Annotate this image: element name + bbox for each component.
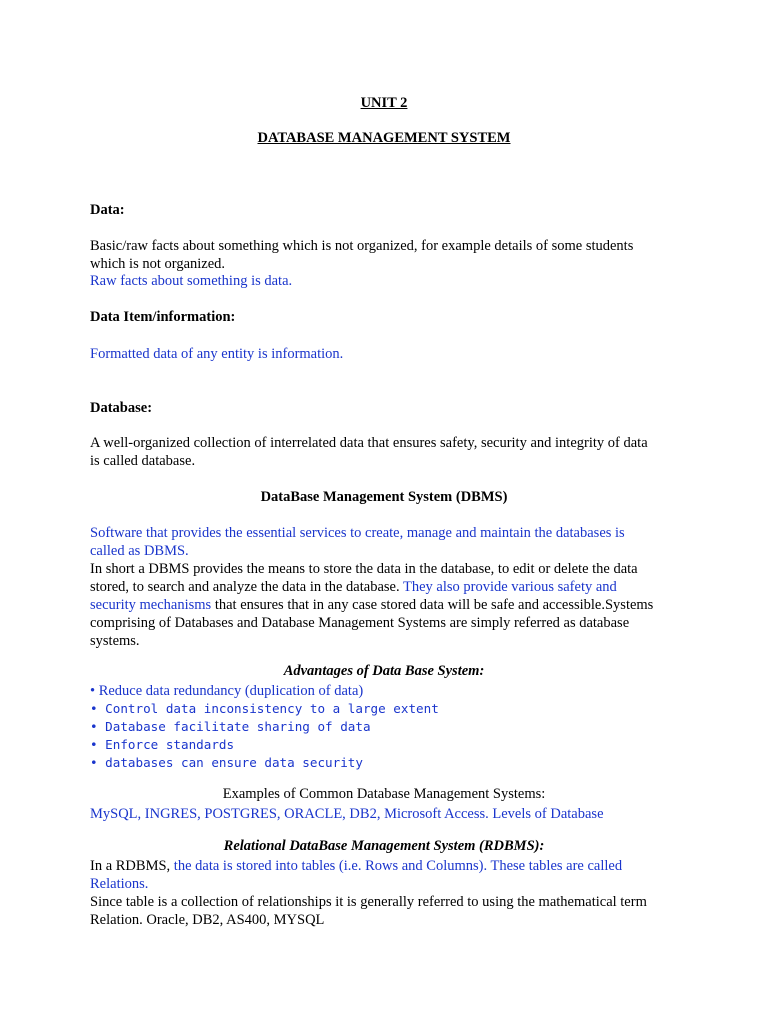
dbms-paragraph-line-2-highlight: They also provide various safety and — [402, 579, 617, 595]
rdbms-heading: Relational DataBase Management System (RDBMS): — [223, 838, 545, 854]
dbms-paragraph-line-4: comprising of Databases and Database Management Systems are simply referred as database — [90, 615, 630, 631]
dbms-paragraph-line-2-plain: stored, to search and analyze the data in the database. — [90, 579, 403, 595]
advantage-item-2: • Control data inconsistency to a large extent — [90, 701, 439, 716]
dbms-paragraph-line-1: In short a DBMS provides the means to store the data in the database, to edit or delete the data — [90, 561, 638, 577]
document-title: DATABASE MANAGEMENT SYSTEM — [257, 130, 511, 146]
advantage-item-3: • Database facilitate sharing of data — [90, 719, 371, 734]
dbms-paragraph-line-3-plain: that ensures that in any case stored data will be safe and accessible.Systems — [211, 597, 654, 613]
rdbms-line-4: Relation. Oracle, DB2, AS400, MYSQL — [90, 912, 325, 928]
dbms-definition-line-1: Software that provides the essential services to create, manage and maintain the databases is — [90, 525, 625, 541]
rdbms-line-3: Since table is a collection of relationships it is generally referred to using the mathematical term — [90, 894, 647, 910]
info-highlight: Formatted data of any entity is information. — [90, 346, 344, 362]
rdbms-line-1-plain: In a RDBMS, — [90, 858, 174, 874]
database-text-line-2: is called database. — [90, 453, 196, 469]
dbms-definition-line-2: called as DBMS. — [90, 543, 189, 559]
advantage-item-1: • Reduce data redundancy (duplication of data) — [90, 683, 364, 699]
dbms-paragraph-line-2 — [90, 578, 617, 596]
examples-list: MySQL, INGRES, POSTGRES, ORACLE, DB2, Microsoft Access. Levels of Database — [90, 806, 604, 822]
data-highlight: Raw facts about something is data. — [90, 273, 293, 289]
dbms-heading: DataBase Management System (DBMS) — [260, 489, 508, 505]
data-text-line-1: Basic/raw facts about something which is not organized, for example details of some students — [90, 238, 634, 254]
examples-heading: Examples of Common Database Management Systems: — [222, 786, 546, 802]
database-heading: Database: — [90, 400, 153, 416]
advantages-heading: Advantages of Data Base System: — [283, 663, 485, 679]
dbms-paragraph-line-3 — [90, 596, 653, 614]
info-heading: Data Item/information: — [90, 309, 236, 325]
unit-title: UNIT 2 — [360, 95, 408, 111]
dbms-paragraph-line-5: systems. — [90, 633, 140, 649]
data-text-line-2: which is not organized. — [90, 256, 226, 272]
advantage-item-5: • databases can ensure data security — [90, 755, 363, 770]
dbms-paragraph-line-3-highlight: security mechanisms — [90, 597, 212, 613]
database-text-line-1: A well-organized collection of interrelated data that ensures safety, security and integrity of data — [90, 435, 648, 451]
advantage-item-4: • Enforce standards — [90, 737, 235, 752]
rdbms-line-1 — [90, 857, 622, 875]
data-heading: Data: — [90, 202, 125, 218]
rdbms-line-2: Relations. — [90, 876, 149, 892]
rdbms-line-1-highlight: the data is stored into tables (i.e. Rows and Columns). These tables are called — [173, 858, 623, 874]
